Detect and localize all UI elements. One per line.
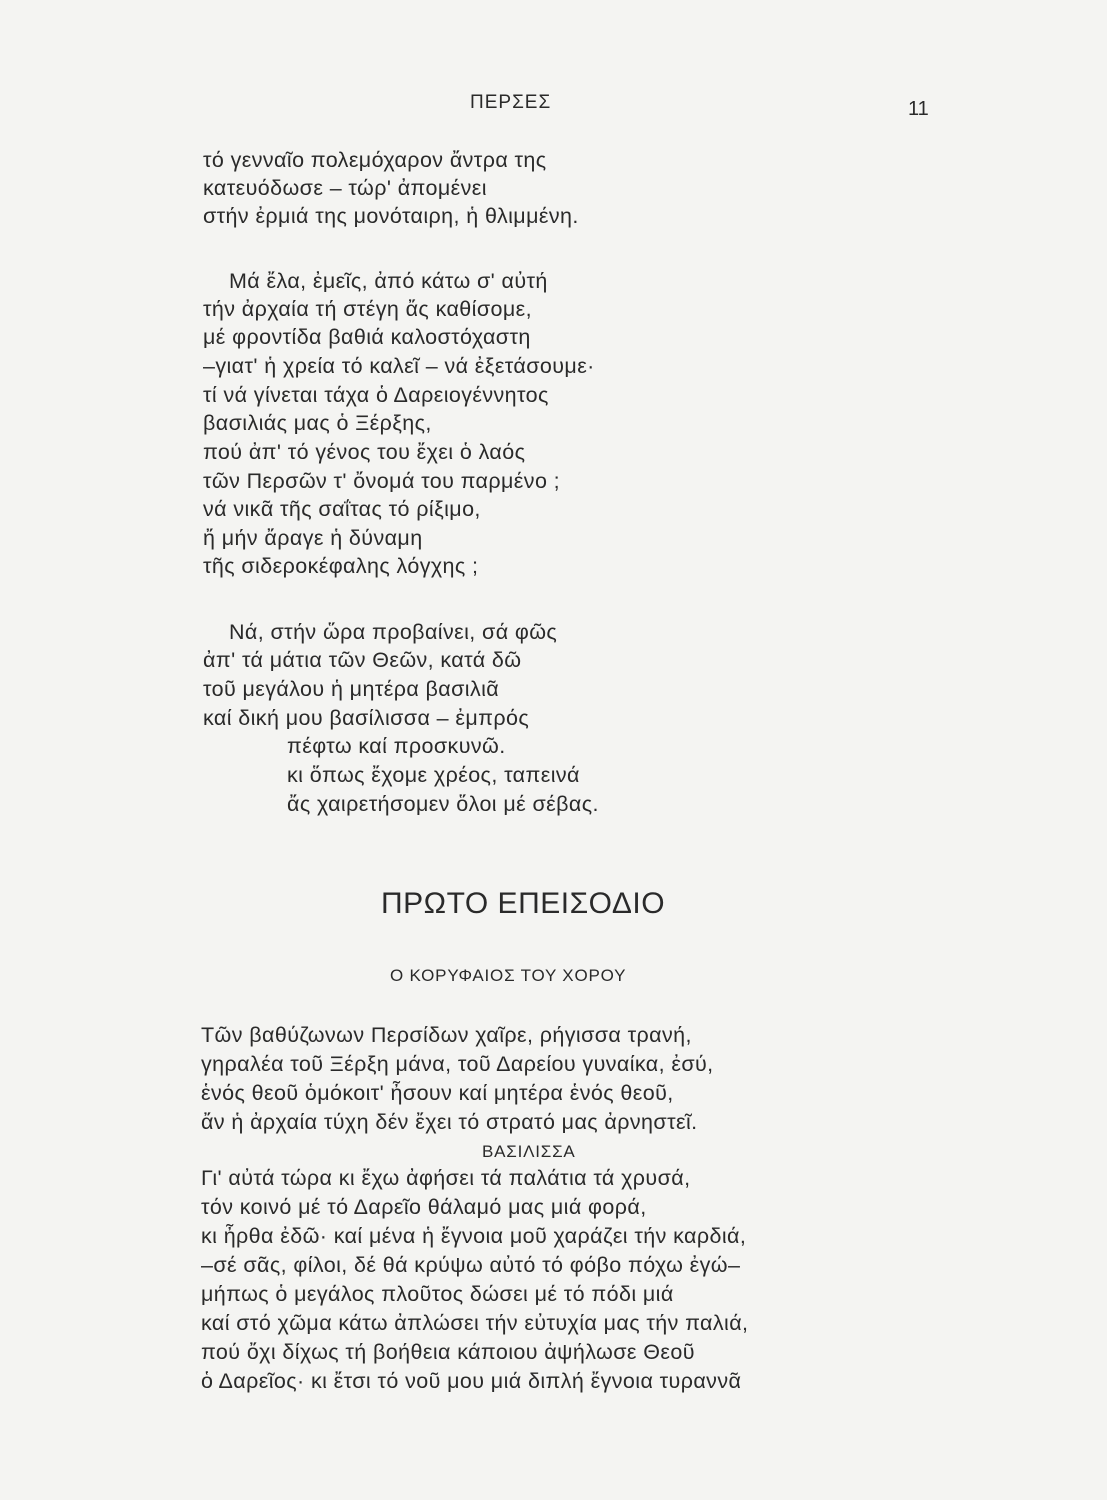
verse-line: κι ὅπως ἔχομε χρέος, ταπεινά [287,763,580,787]
verse-line: καί στό χῶμα κάτω ἀπλώσει τήν εὐτυχία μας τήν παλιά, [201,1311,749,1335]
verse-line: ἑνός θεοῦ ὁμόκοιτ' ἦσουν καί μητέρα ἑνός θεοῦ, [201,1081,674,1105]
verse-line: πέφτω καί προσκυνῶ. [287,734,506,758]
verse-line: ἤ μήν ἄραγε ἡ δύναμη [203,526,423,550]
verse-line: πού ἀπ' τό γένος του ἔχει ὁ λαός [203,440,526,464]
speaker-label-queen: ΒΑΣΙΛΙΣΣΑ [482,1142,576,1161]
verse-line: Μά ἔλα, ἐμεῖς, ἀπό κάτω σ' αὐτή [229,269,548,293]
verse-line: τό γενναῖο πολεμόχαρον ἄντρα της [203,148,547,172]
verse-line: ἄς χαιρετήσομεν ὅλοι μέ σέβας. [287,792,599,816]
verse-line: –γιατ' ἡ χρεία τό καλεῖ – νά ἐξετάσουμε· [203,354,595,378]
episode-title: ΠΡΩΤΟ ΕΠΕΙΣΟΔΙΟ [381,887,666,920]
verse-line: Γι' αὐτά τώρα κι ἔχω ἀφήσει τά παλάτια τά χρυσά, [201,1166,691,1190]
verse-line: κατευόδωσε – τώρ' ἀπομένει [203,176,487,200]
verse-line: τοῦ μεγάλου ἡ μητέρα βασιλιᾶ [203,677,500,701]
verse-line: –σέ σᾶς, φίλοι, δέ θά κρύψω αὐτό τό φόβο πόχω ἐγώ– [201,1253,741,1277]
verse-line: τῆς σιδεροκέφαλης λόγχης ; [203,554,479,578]
verse-line: καί δική μου βασίλισσα – ἐμπρός [203,706,530,730]
verse-line: βασιλιάς μας ὁ Ξέρξης, [203,411,432,435]
speaker-label-chorus: Ο ΚΟΡΥΦΑΙΟΣ ΤΟΥ ΧΟΡΟΥ [390,966,627,985]
running-title: ΠΕΡΣΕΣ [470,92,552,113]
verse-line: νά νικᾶ τῆς σαΐτας τό ρίξιμο, [203,497,481,521]
page-number: 11 [908,98,929,120]
verse-line: τί νά γίνεται τάχα ὁ Δαρειογέννητος [203,383,549,407]
verse-line: μέ φροντίδα βαθιά καλοστόχαστη [203,325,531,349]
verse-line: πού ὄχι δίχως τή βοήθεια κάποιου ἀψήλωσε Θεοῦ [201,1340,695,1364]
verse-line: τῶν Περσῶν τ' ὄνομά του παρμένο ; [203,469,561,493]
verse-line: Νά, στήν ὥρα προβαίνει, σά φῶς [229,620,558,644]
verse-line: Τῶν βαθύζωνων Περσίδων χαῖρε, ρήγισσα τρανή, [201,1023,692,1047]
verse-line: ἄν ἡ ἀρχαία τύχη δέν ἔχει τό στρατό μας ἀρνηστεῖ. [201,1110,698,1134]
verse-line: ἀπ' τά μάτια τῶν Θεῶν, κατά δῶ [203,648,522,672]
verse-line: τήν ἀρχαία τή στέγη ἄς καθίσομε, [203,297,532,321]
verse-line: γηραλέα τοῦ Ξέρξη μάνα, τοῦ Δαρείου γυναίκα, ἐσύ, [201,1052,714,1076]
verse-line: ὁ Δαρεῖος· κι ἔτσι τό νοῦ μου μιά διπλή ἔγνοια τυραννᾶ [201,1369,742,1393]
verse-line: τόν κοινό μέ τό Δαρεῖο θάλαμό μας μιά φορά, [201,1195,647,1219]
verse-line: μήπως ὁ μεγάλος πλοῦτος δώσει μέ τό πόδι μιά [201,1282,674,1306]
verse-line: στήν ἐρμιά της μονόταιρη, ἡ θλιμμένη. [203,204,579,228]
verse-line: κι ἦρθα ἐδῶ· καί μένα ἡ ἔγνοια μοῦ χαράζει τήν καρδιά, [201,1224,747,1248]
